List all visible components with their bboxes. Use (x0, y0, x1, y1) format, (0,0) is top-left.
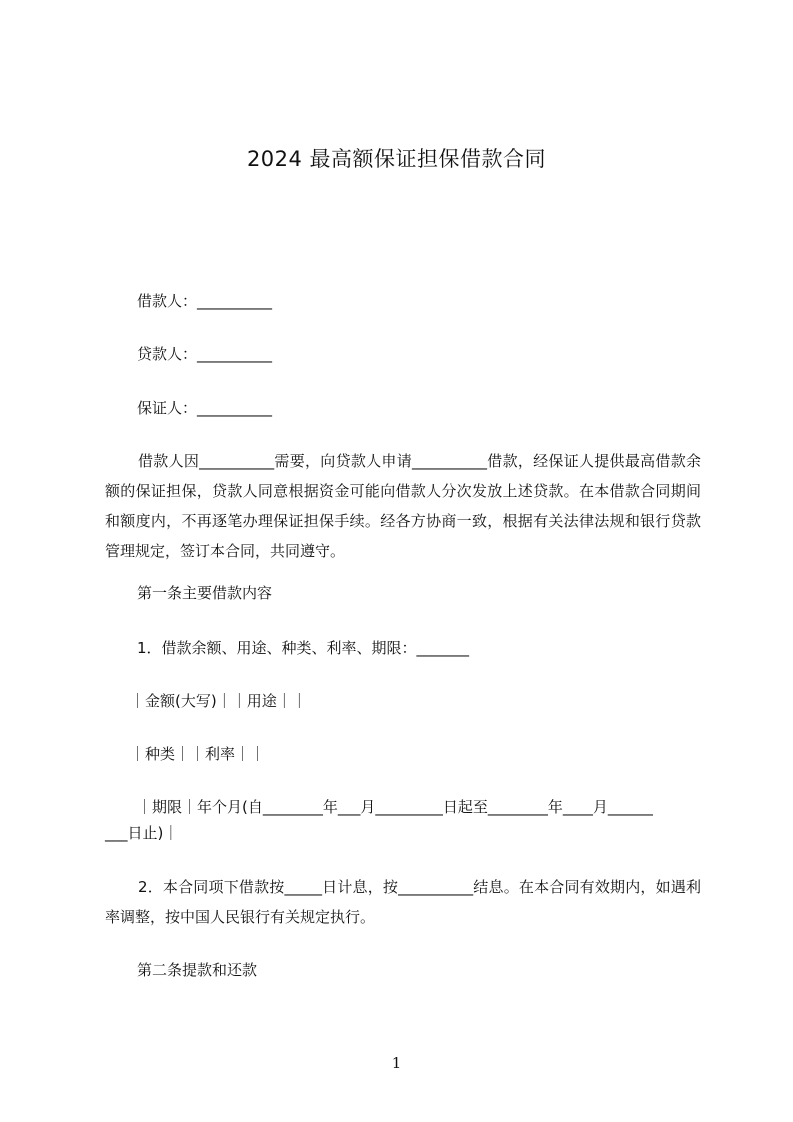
lender-line: 贷款人：__________ (137, 345, 273, 363)
loan-table-row-term-line-1: ｜期限｜年个月(自________年___月_________日起至________年____月______ (137, 798, 653, 816)
page-number: 1 (391, 1054, 402, 1072)
article-1-item-2: 2．本合同项下借款按_____日计息，按__________结息。在本合同有效期内，如遇利率调整，按中国人民银行有关规定执行。 (105, 878, 701, 926)
borrower-line: 借款人：__________ (137, 292, 273, 310)
document-title: 2024 最高额保证担保借款合同 (246, 147, 547, 171)
guarantor-line: 保证人：__________ (137, 399, 273, 417)
article-1-heading: 第一条主要借款内容 (137, 584, 273, 602)
article-2-heading: 第二条提款和还款 (137, 961, 258, 979)
loan-table-row-type: ｜种类｜｜利率｜｜ (130, 745, 266, 763)
article-1-item-1: 1．借款余额、用途、种类、利率、期限：_______ (137, 639, 470, 657)
loan-table-row-term-line-2: ___日止)｜ (105, 824, 179, 842)
loan-table-row-amount: ｜金额(大写)｜｜用途｜｜ (130, 692, 307, 710)
preamble-paragraph: 借款人因__________需要，向贷款人申请__________借款，经保证人提供最高借款余额的保证担保，贷款人同意根据资金可能向借款人分次发放上述贷款。在本借款合同期间和额度内，不再逐笔办理保证担保手续。经各方协商一致，根据有关法律法规和银行贷款管理规定，签订本合同，共同遵守。 (105, 452, 701, 560)
